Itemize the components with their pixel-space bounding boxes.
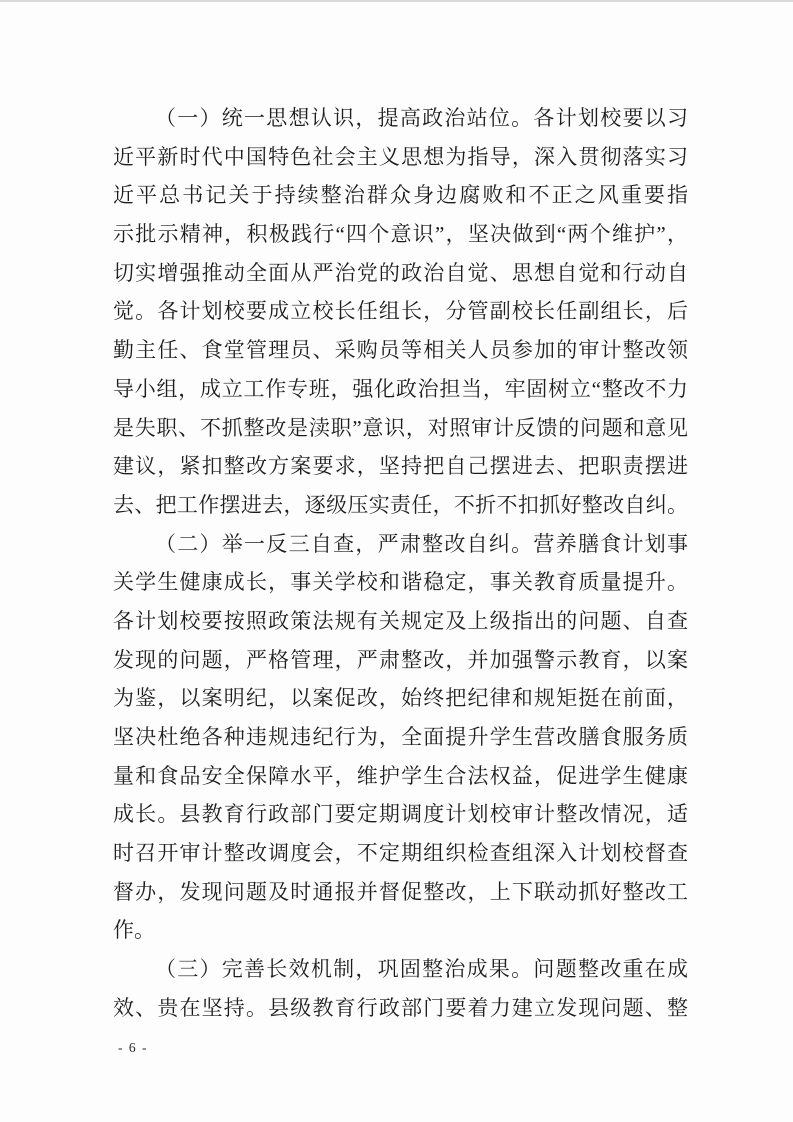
text-line: （三）完善长效机制，巩固整治成果。问题整改重在成 [155, 957, 688, 982]
paragraph-2 [113, 525, 688, 951]
text-line: 作。 [113, 918, 155, 943]
text-line: 成长。县教育行政部门要定期调度计划校审计整改情况，适 [113, 802, 688, 827]
text-line: 建议，紧扣整改方案要求，坚持把自己摆进去、把职责摆进 [113, 454, 688, 479]
paragraph-3 [113, 950, 688, 1027]
text-line: （二）举一反三自查，严肃整改自纠。营养膳食计划事 [155, 531, 688, 556]
text-line: 量和食品安全保障水平，维护学生合法权益，促进学生健康 [113, 763, 688, 788]
text-line: 切实增强推动全面从严治党的政治自觉、思想自觉和行动自 [113, 260, 688, 285]
text-line: 示批示精神，积极践行“四个意识”，坚决做到“两个维护”， [113, 222, 688, 247]
text-line: 为鉴，以案明纪，以案促改，始终把纪律和规矩挺在前面， [113, 686, 688, 711]
text-line: 坚决杜绝各种违规违纪行为，全面提升学生营改膳食服务质 [113, 725, 688, 749]
text-line: 效、贵在坚持。县级教育行政部门要着力建立发现问题、整 [113, 995, 688, 1020]
text-line: 是失职、不抓整改是渎职”意识，对照审计反馈的问题和意见 [113, 415, 688, 440]
paragraph-1 [113, 99, 688, 525]
text-line: 近平总书记关于持续整治群众身边腐败和不正之风重要指 [113, 183, 688, 208]
text-line: 勤主任、食堂管理员、采购员等相关人员参加的审计整改领 [113, 338, 688, 363]
text-line: 近平新时代中国特色社会主义思想为指导，深入贯彻落实习 [113, 144, 688, 169]
text-line: 导小组，成立工作专班，强化政治担当，牢固树立“整改不力 [113, 376, 688, 401]
text-line: （一）统一思想认识，提高政治站位。各计划校要以习 [155, 106, 688, 130]
document-body [113, 99, 688, 1028]
text-line: 各计划校要按照政策法规有关规定及上级指出的问题、自查 [113, 608, 688, 633]
text-line: 关学生健康成长，事关学校和谐稳定，事关教育质量提升。 [113, 570, 688, 595]
text-line: 督办，发现问题及时通报并督促整改，上下联动抓好整改工 [113, 879, 688, 904]
text-line: 时召开审计整改调度会，不定期组织检查组深入计划校督查 [113, 841, 688, 866]
text-line: 去、把工作摆进去，逐级压实责任，不折不扣抓好整改自纠。 [113, 492, 688, 517]
page-number: - 6 - [118, 1040, 148, 1055]
text-line: 发现的问题，严格管理，严肃整改，并加强警示教育，以案 [113, 647, 688, 672]
text-line: 觉。各计划校要成立校长任组长，分管副校长任副组长，后 [113, 299, 688, 324]
